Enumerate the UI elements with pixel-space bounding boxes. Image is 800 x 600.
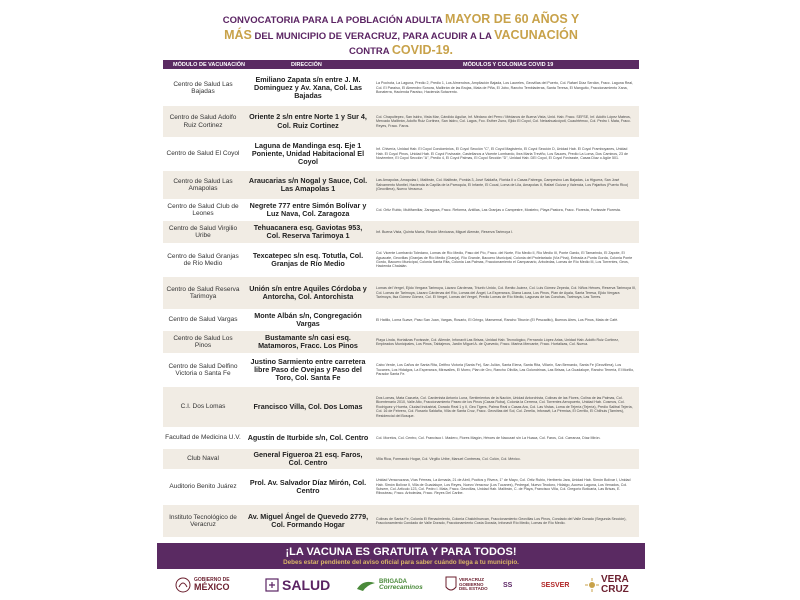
address-cell: Araucarias s/n Nogal y Sauce, Col. Las Amapolas 1 (248, 175, 368, 193)
colonies-cell: Cabo Verde, Los Caños de Santa Rita, Delfino Victoria (Santa Fe), San Julián, Santa Elena, Santa Rita, Villarín, San Bernardo, Santa Fe (Geovillera), Los Tucanes, Los Hidalgos, La Esperanza, Miravalles, El Morro, Plan de Oro, Rancho Olivilla, Las Golondrinas, Las Brisas, La Guadalupe, Rancho Tenería, El Morillo, Parador Santa Fe. (376, 363, 635, 377)
colonies-cell: Unidad Veracruzana, Vías Férreas, La Armada, 21 de Abril, Pocitos y Rivera, 1° de Mayo, Col. Ortiz Rubio, Heriberto Jara, Unidad Hab. Simón Bolívar I, Unidad Hab. Simón Bolívar II, Villa de Guadalupe, Los Reyes, Nuevo Veracruz (Los Tucanes), Pedregal, Nuevo Teodoro, Hidalgo, Acceso Laguna, Los Venados, Col. Sutsem, Col. Artículo 123, Col. Pedro I. Mata, Fracc. Geovillas, Unidad Hab. Malibrán, C. de Playa, Francisco Villa, Col. Gregorio Boticaria, Las Brisas, E. Ribouteau, Fracc. Arboledas, Fracc. Reyes Del Caribe. (376, 478, 631, 496)
mexico-label: MÉXICO (194, 582, 230, 592)
salud-emblem-icon (265, 578, 279, 592)
column-header-colonies: MÓDULOS Y COLONIAS COVID 19 (463, 61, 554, 68)
table-row (163, 449, 639, 469)
eagle-emblem-icon (175, 575, 191, 595)
veracruz-shield-icon (445, 576, 457, 594)
column-header-address: DIRECCIÓN (291, 61, 322, 68)
address-cell: Oriente 2 s/n entre Norte 1 y Sur 4, Col. Ruiz Cortinez (249, 112, 367, 130)
address-cell: Texcatepec s/n esq. Totutla, Col. Granjas de Río Medio (252, 250, 364, 268)
brigada-label: BRIGADA (379, 578, 407, 585)
address-cell: Tehuacanera esq. Gaviotas 953, Col. Reserva Tarimoya 1 (253, 222, 363, 240)
column-header-module: MÓDULO DE VACUNACIÓN (173, 61, 246, 68)
roadrunner-icon (355, 577, 377, 593)
address-cell: Monte Albán s/n, Congregación Vargas (254, 310, 362, 328)
table-row (163, 387, 639, 427)
poster (157, 0, 645, 600)
module-cell: Centro de Salud Vargas (168, 316, 238, 324)
address-cell: Negrete 777 entre Simón Bolívar y Luz Nava, Col. Zaragoza (249, 200, 367, 218)
colonies-cell: El Hatillo, Loma Suave, Paso San Juan, Vargas, Rosario, El Gringo, Mansernal, Rancho Tiburón (El Pescadito), Buenos Aires, Los Pinos, Mata de Café. (376, 317, 619, 322)
gobierno-label: GOBIERNO DE (194, 577, 230, 583)
module-cell: Instituto Tecnológico de Veracruz (169, 513, 237, 528)
table-row (163, 243, 639, 277)
vera-cruz-logo (585, 572, 627, 598)
table-row (163, 505, 639, 537)
header-line-3 (157, 43, 645, 57)
colonies-cell: Inf. Buena Vista, Quinta María, Rincón Mexicana, Miguel Alemán, Reserva Tarimoya I. (376, 229, 514, 234)
colonies-cell: Playa Linda, Hortalizas Fovissste, Col. Allende, Infonavit Las Brisas, Unidad Hab. Tecnológico, Fernando López Arias, Unidad Hab. Adolfo Ruiz Cortinez, Empleados Municipales, Los Pinos, Tablajeros, Jardín Miguel A. de Quevedo, Fracc. Marina Mercante, Fracc. Hortalizas, Col. Nueva. (376, 337, 620, 346)
header-highlight-mas: MÁS (224, 28, 252, 42)
address-cell: Bustamante s/n casi esq. Matamoros, Fracc. Los Pinos (258, 332, 358, 350)
veracruz-label: VERACRUZ GOBIERNO DEL ESTADO (459, 577, 488, 592)
colonies-cell: Col. Morelos, Col. Centro, Col. Francisco I. Madero, Flores Magón, Héroes de Nacozari s/n La Huaca, Col. Faros, Col. Carranza, Díaz Mirón. (376, 435, 601, 440)
address-cell: Unión s/n entre Aquiles Córdoba y Antorcha, Col. Antorchista (249, 283, 367, 301)
address-cell: Prol. Av. Salvador Díaz Mirón, Col. Centro (249, 477, 367, 495)
table-row (163, 106, 639, 137)
sesver-label: SESVER (541, 581, 570, 589)
table-header (163, 60, 639, 69)
address-cell: Emiliano Zapata s/n entre J. M. Dominguez y Av. Xana, Col. Las Bajadas (254, 74, 362, 101)
header-highlight-vacunacion: VACUNACIÓN (494, 28, 578, 42)
module-cell: Club Naval (187, 455, 219, 463)
module-cell: Centro de Salud El Coyol (166, 150, 240, 158)
colonies-cell: La Pochota, La Laguna, Predio 2, Predio 1, Los Almendros, Ampliación Bajada, Los Laureles, Geovillas del Puerto, Col. Rafael Díaz Serdán, Fracc. Laguna Real, Col. El Paraíso, El Almendro Sonora, Malibrán de las Brujas, Mata de Piña, El Jobo, Rancho Tembladeras, Santa Teresa, El Manguito, Fraccionamiento Xana, Bonaterra, Hacienda Paraíso, Hacienda Sotavento. (376, 81, 634, 95)
vera-cruz-label: VERA CRUZ (601, 574, 629, 595)
ss-label: SS (503, 581, 513, 589)
colonies-cell: Las Amapolas, Amapolas I, Malibrán, Col. Malibrán, Ponida 3, José Saldaña, Florida II o Casas Fabrega, Campesino Las Bajadas, La Higuera, San José Salvamento Montiel, Hacienda la Capilla de la Parroquia, El Infante, El Cocal, Loma de Lila, Amapolas II, Rafael Guízar y Valencia, Los Pajaritos (Puerto Rico) (Geovillera), Nuevo Veracruz. (376, 178, 629, 192)
table-row (163, 331, 639, 353)
colonies-cell: Dos Lomas, Mata Cazuela, Col. Cardenista Antonio Luna, Sentimientos de la Nación, Unidad Antorchista, Colinas de las Flores, Colina de las Palmas, Col. Bicentenario 2010, Valle Alto, Fraccionamiento Paseo de los Pinos (Casas Ruba), Colonia la Cerrena, Col. Torrentes Aeropuerto, Unidad Hab. Cosmos, Col. Rodríguez y Huerta, Ciudad Industrial, Dorado Real 1 y II, Geo Tigers, Palma Real o Casas Ara, Col. Las Vistas, Loma de Tejería (Tejería), Predio Salitral Tejería, Col. 16 de Febrero, Col. Rosario Saldaña, Villa de Santa Cruz, Fracc. Geovillas del Sol, Col. Zerelia, Infonavit, La Pérmica, El Cerrillo, El Chilhuis (Tamires), Residencial del Bosque. (376, 395, 633, 418)
header-line-1 (157, 12, 645, 26)
gobierno-mexico-logo (175, 572, 230, 598)
module-cell: Centro de Salud Delfino Victoria o Santa Fe (168, 362, 238, 377)
header-text: DEL MUNICIPIO DE VERACRUZ, (254, 31, 400, 42)
address-cell: Agustín de Iturbide s/n, Col. Centro (247, 432, 369, 442)
address-cell: Francisco Villa, Col. Dos Lomas (253, 401, 363, 411)
table-row (163, 221, 639, 243)
footer-notice: Debes estar pendiente del aviso oficial para saber cuándo llega a tu municipio. (283, 559, 519, 566)
ss-logo (503, 572, 512, 598)
table-row (163, 469, 639, 505)
salud-logo (265, 572, 330, 598)
module-cell: Centro de Salud Los Pinos (173, 334, 233, 349)
header-highlight-age: MAYOR DE 60 AÑOS Y (444, 12, 580, 26)
module-cell: Centro de Salud Las Bajadas (173, 80, 233, 95)
colonies-cell: Colinas de Santa Fe, Colonia El Renacimiento, Colonia Chalchihuecan, Fraccionamiento Geovillas Los Pinos, Condado del Valle Dorado (Segunda Sección), Fraccionamiento Condado de Valle Dorado, Fraccionamiento Costa Dorada, Infonavit Río Medio, Lomas de Río Medio. (376, 516, 627, 525)
veracruz-gobierno-logo (445, 572, 493, 598)
colonies-cell: Col. Chapultepec, San Isidro, Vista Mar, Cándido Aguilar, Inf. Médano del Perro / Médanos de Buena Vista, Unid. Hab. Fracc. SEFSE, Inf. Adolfo López Mateos, Mercado Malibrán, Adolfo Ruiz Cortinez, San Isidro, Col. Lagos, Fco. Esther Zuno, Ejido El Coyol, Col. Netzahualcóyotl, Cuauhtémoc, Col. Pedro I. Mata, Fracc. Reyes, Fracc. Faros. (376, 114, 631, 128)
table-row (163, 309, 639, 331)
module-cell: Centro de Salud Virgilio Uribe (168, 224, 238, 239)
module-cell: Facultad de Medicina U.V. (165, 434, 241, 442)
sun-icon (585, 578, 599, 592)
header-text: CONVOCATORIA PARA LA POBLACIÓN ADULTA (222, 15, 443, 26)
module-cell: Centro de Salud Granjas de Río Medio (167, 252, 239, 267)
footer-banner (157, 543, 645, 569)
header-highlight-covid: COVID-19. (391, 43, 454, 57)
table-row (163, 70, 639, 106)
colonies-cell: Lomas del Vergel, Ejido Vergara Tarimoya, Lázaro Cárdenas, Triunfo Unido, Col. Benito Juárez, Col. Luis Gómez Zepeda, Col. Niños Héroes, Reserva Tarimoya III, Col. Lomas de Tarimoya, Lázaro Cárdenas del Río, Lomas del Ángel, La Esperanza, Diana Laura, Los Pinos, Plan de Ayala, Santa Teresa, Ejido Vergara Tarimoya, Ilsa Gómez Gómez, Col. El Vergel, Lomas del Vergel, Predio Lomas de Río Medio, Lagunas de las Conchas, Tarimoya, Las Torres. (376, 286, 636, 300)
table-row (163, 353, 639, 387)
correcaminos-label: Correcaminos (379, 583, 423, 591)
module-cell: Centro de Salud Las Amapolas (173, 177, 233, 192)
header-text: PARA ACUDIR A LA (402, 31, 492, 42)
module-cell: Centro de Salud Adolfo Ruiz Cortinez (169, 114, 237, 129)
address-cell: Av. Miguel Ángel de Quevedo 2779, Col. Formando Hogar (247, 511, 369, 529)
vaccination-table (163, 70, 639, 537)
table-row (163, 277, 639, 309)
footer-slogan: ¡LA VACUNA ES GRATUITA Y PARA TODOS! (285, 546, 517, 558)
table-row (163, 171, 639, 199)
table-row (163, 137, 639, 171)
header-text: CONTRA (348, 46, 390, 57)
table-row (163, 199, 639, 221)
address-cell: Laguna de Mandinga esq. Eje 1 Poniente, Unidad Habitacional El Coyol (251, 140, 365, 167)
colonies-cell: Villa Rica, Formando Hogar, Col. Virgilio Uribe, Manuel Contreras, Col. Colón, Col. México. (376, 456, 521, 461)
colonies-cell: Col. Ortiz Rubio, Multifamiliar, Zaragoza, Fracc. Reforma, Antillas, Las Granjas o Campestre, Mosteiro, Playa Pastora, Fracc. Floresta, Fovissste Floresta. (376, 207, 621, 212)
brigada-correcaminos-logo (355, 572, 423, 598)
address-cell: General Figueroa 21 esq. Faros, Col. Centro (253, 449, 363, 467)
poster-header (157, 0, 645, 58)
address-cell: Justino Sarmiento entre carretera libre Paso de Ovejas y Paso del Toro, Col. Santa Fe (250, 356, 366, 383)
colonies-cell: Inf. Chivería, Unidad Hab. El Coyol Condominios, El Coyol Sección "C", El Coyol Magisterio, El Coyol Sección D, Unidad Hab. El Coyol Framboyanes, Unidad Hab. El Coyol Pinos, Unidad Hab. El Coyol Fovissste, Castellanos a Vicente Lombardo, Ibra Maria Treviño, Los Sauces, Predio La Loma, Dos Caminos, 23 de Noviembre, El Coyol Sección "A", Predio 4, El Coyol Palmas, El Coyol Sección "D", Unidad Hab. DEI Coyol, El Coyol Fovissste, Casas Díaz o Agüe 501. (376, 147, 629, 161)
logo-strip (157, 570, 645, 600)
colonies-cell: Col. Vicente Lombardo Toledano, Lomas de Río Medio, Paso del Pío, Fracc. del Norte, Río Medio II, Río Medio III, Ponte Gardo, El Tamarindo, El Zapote, El Aguacate, Geovillas (Granjas de Río Medio (Granja), Río Grande, Bacuero Municipal, Colonia del Proletariado (Vía Pina), Entrada a Punta Gorda, Colonia Ponte Gordo, Bacuero Municipal, Colonia Santa Rita, Colonia Las Palmas, Fraccionamiento el Campanario, Arboledas, Lomas de Río Medio III, Los Torrentes, Geos, Hacienda Chalalán. (376, 251, 633, 269)
sesver-logo (541, 572, 569, 598)
module-cell: Centro de Salud Reserva Tarimoya (166, 285, 240, 300)
module-cell: C.I. Dos Lomas (180, 403, 226, 411)
table-row (163, 427, 639, 449)
header-line-2 (157, 28, 645, 42)
module-cell: Auditorio Benito Juárez (169, 483, 237, 491)
salud-label: SALUD (282, 577, 331, 593)
module-cell: Centro de Salud Club de Leones (167, 202, 239, 217)
